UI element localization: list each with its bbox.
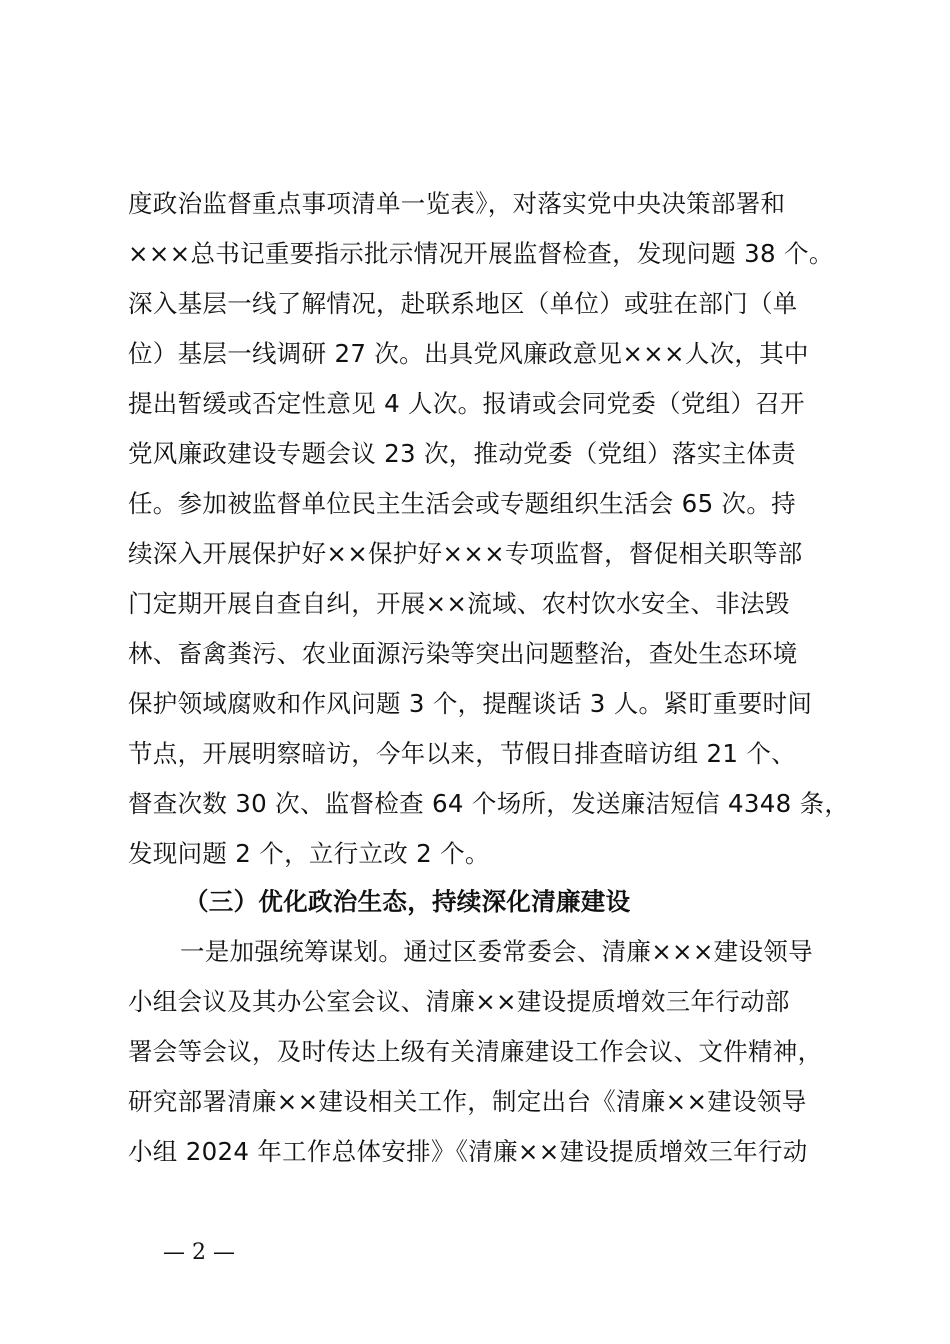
body-text-line: 研究部署清廉××建设相关工作，制定出台《清廉××建设领导 xyxy=(128,1087,807,1116)
body-text-line: ×××总书记重要指示批示情况开展监督检查，发现问题 38 个。 xyxy=(128,239,834,268)
body-text-line: 一是加强统筹谋划。通过区委常委会、清廉×××建设领导 xyxy=(180,937,813,966)
body-text-line: 督查次数 30 次、监督检查 64 个场所，发送廉洁短信 4348 条， xyxy=(128,789,850,818)
body-text-line: 门定期开展自查自纠，开展××流域、农村饮水安全、非法毁 xyxy=(128,589,790,618)
body-text-line: 续深入开展保护好××保护好×××专项监督，督促相关职等部 xyxy=(128,539,803,568)
body-text-line: 发现问题 2 个，立行立改 2 个。 xyxy=(128,839,490,868)
body-text-line: 任。参加被监督单位民主生活会或专题组织生活会 65 次。持 xyxy=(128,489,796,518)
body-text-line: 位）基层一线调研 27 次。出具党风廉政意见×××人次，其中 xyxy=(128,339,809,368)
body-text-line: 署会等会议，及时传达上级有关清廉建设工作会议、文件精神， xyxy=(128,1037,823,1066)
body-text-line: 提出暂缓或否定性意见 4 人次。报请或会同党委（党组）召开 xyxy=(128,389,805,418)
body-text-line: 节点，开展明察暗访，今年以来，节假日排查暗访组 21 个、 xyxy=(128,739,796,768)
body-text-line: 深入基层一线了解情况，赴联系地区（单位）或驻在部门（单 xyxy=(128,289,798,318)
section-heading: （三）优化政治生态，持续深化清廉建设 xyxy=(184,887,631,916)
body-text-line: 保护领域腐败和作风问题 3 个，提醒谈话 3 人。紧盯重要时间 xyxy=(128,689,813,718)
body-text-line: 党风廉政建设专题会议 23 次，推动党委（党组）落实主体责 xyxy=(128,439,796,468)
body-text-line: 小组 2024 年工作总体安排》《清廉××建设提质增效三年行动 xyxy=(128,1137,808,1166)
body-text-line: 林、畜禽粪污、农业面源污染等突出问题整治，查处生态环境 xyxy=(128,639,798,668)
body-text-line: 度政治监督重点事项清单一览表》，对落实党中央决策部署和 xyxy=(128,189,786,218)
body-text-line: 小组会议及其办公室会议、清廉××建设提质增效三年行动部 xyxy=(128,987,790,1016)
page-number: — 2 — xyxy=(163,1240,235,1265)
